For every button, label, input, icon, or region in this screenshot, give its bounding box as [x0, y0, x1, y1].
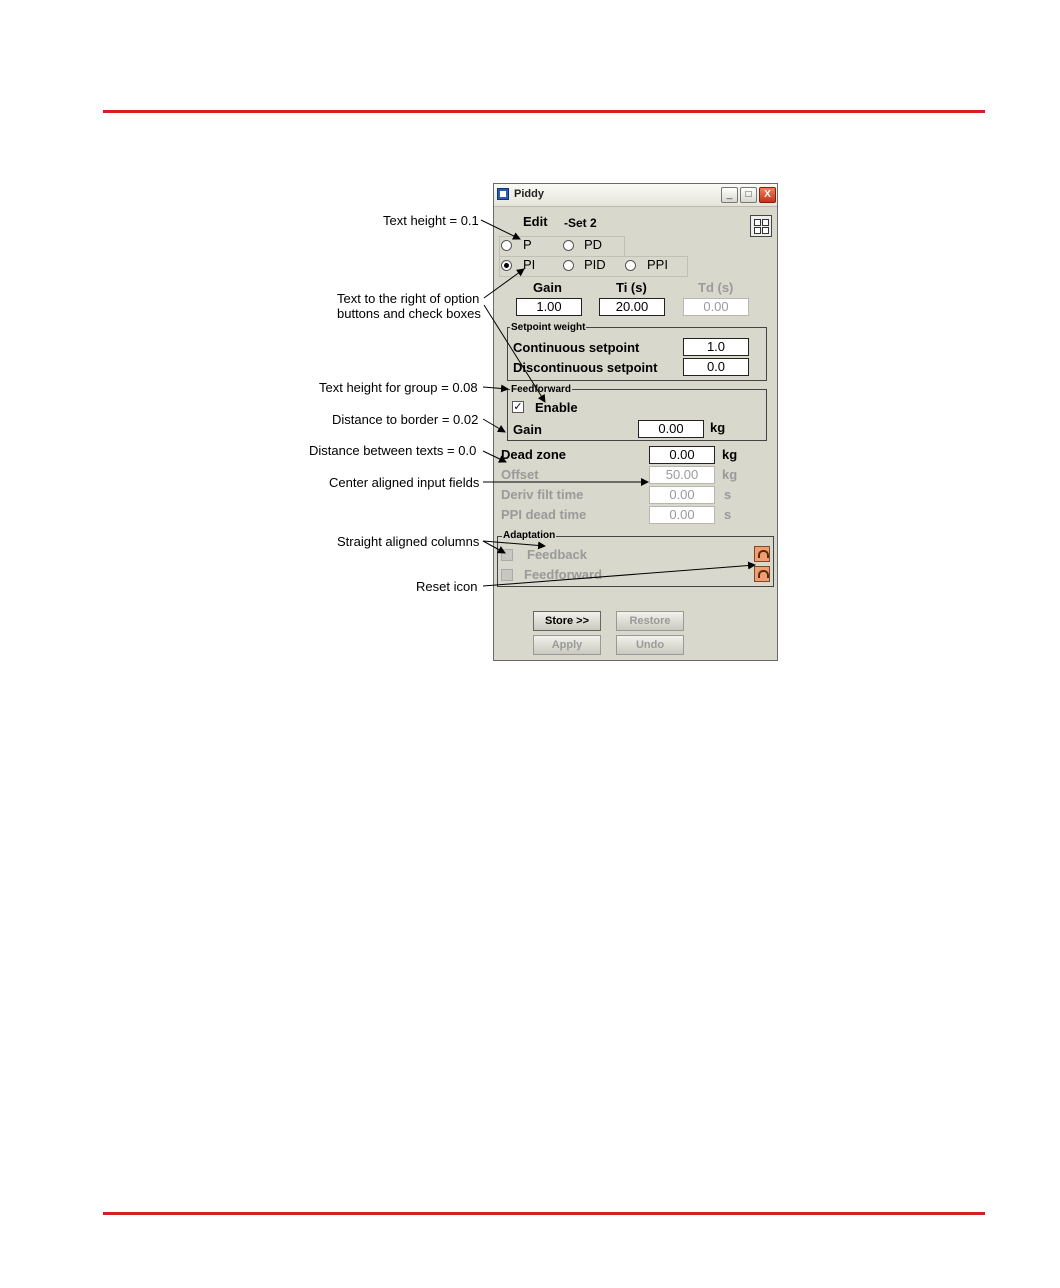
- radio-ppi[interactable]: [625, 260, 636, 271]
- offset-unit: kg: [722, 467, 738, 482]
- feedforward-group: [507, 389, 767, 441]
- callout-center-aligned: Center aligned input fields: [329, 475, 480, 490]
- enable-label: Enable: [535, 400, 578, 415]
- callout-distance-texts: Distance between texts = 0.0: [309, 443, 477, 458]
- ppi-dead-time-field[interactable]: 0.00: [649, 506, 715, 524]
- continuous-setpoint-field[interactable]: 1.0: [683, 338, 749, 356]
- offset-field[interactable]: 50.00: [649, 466, 715, 484]
- ti-field[interactable]: 20.00: [599, 298, 665, 316]
- discontinuous-setpoint-field[interactable]: 0.0: [683, 358, 749, 376]
- radio-pi[interactable]: [501, 260, 512, 271]
- gain-header: Gain: [533, 280, 562, 295]
- deriv-filt-time-unit: s: [724, 487, 732, 502]
- edit-label: Edit: [523, 214, 548, 229]
- close-button[interactable]: X: [759, 187, 776, 203]
- deriv-filt-time-label: Deriv filt time: [501, 487, 584, 502]
- offset-label: Offset: [501, 467, 539, 482]
- radio-pid-label: PID: [584, 257, 606, 272]
- ff-gain-field[interactable]: 0.00: [638, 420, 704, 438]
- setpoint-weight-title: Setpoint weight: [511, 322, 586, 333]
- radio-p-label: P: [523, 237, 532, 252]
- dead-zone-unit: kg: [722, 447, 738, 462]
- feedforward-adapt-label: Feedforward: [524, 567, 603, 582]
- app-icon: [497, 188, 509, 200]
- reset-feedforward-icon[interactable]: [754, 566, 770, 582]
- reset-feedback-icon[interactable]: [754, 546, 770, 562]
- set-label: -Set 2: [564, 216, 597, 230]
- ti-header: Ti (s): [616, 280, 647, 295]
- title-bar[interactable]: [494, 184, 777, 207]
- td-field[interactable]: 0.00: [683, 298, 749, 316]
- discontinuous-setpoint-label: Discontinuous setpoint: [513, 360, 658, 375]
- radio-p[interactable]: [501, 240, 512, 251]
- ff-gain-unit: kg: [710, 420, 726, 435]
- deriv-filt-time-field[interactable]: 0.00: [649, 486, 715, 504]
- callout-reset-icon: Reset icon: [416, 579, 478, 594]
- feedforward-title: Feedforward: [511, 384, 572, 395]
- ppi-dead-time-label: PPI dead time: [501, 507, 587, 522]
- gain-field[interactable]: 1.00: [516, 298, 582, 316]
- store-button[interactable]: Store >>: [533, 611, 601, 631]
- footer-rule: [103, 1212, 985, 1215]
- header-rule: [103, 110, 985, 113]
- callout-text-right-1: Text to the right of option: [337, 291, 480, 306]
- callout-text-right-2: buttons and check boxes: [337, 306, 481, 321]
- feedback-label: Feedback: [527, 547, 587, 562]
- mode-row1-frame: [499, 236, 625, 257]
- radio-ppi-label: PPI: [647, 257, 668, 272]
- feedback-checkbox[interactable]: [501, 549, 513, 561]
- radio-pid[interactable]: [563, 260, 574, 271]
- dead-zone-field[interactable]: 0.00: [649, 446, 715, 464]
- undo-button[interactable]: Undo: [616, 635, 684, 655]
- callout-text-height: Text height = 0.1: [383, 213, 479, 228]
- feedforward-adapt-checkbox[interactable]: [501, 569, 513, 581]
- apply-button[interactable]: Apply: [533, 635, 601, 655]
- window-title: Piddy: [514, 188, 544, 200]
- callout-distance-border: Distance to border = 0.02: [332, 412, 479, 427]
- callout-straight-columns: Straight aligned columns: [337, 534, 480, 549]
- radio-pd[interactable]: [563, 240, 574, 251]
- adaptation-title: Adaptation: [503, 530, 556, 541]
- piddy-window: [493, 183, 778, 661]
- continuous-setpoint-label: Continuous setpoint: [513, 340, 640, 355]
- radio-pd-label: PD: [584, 237, 603, 252]
- enable-checkbox[interactable]: ✓: [513, 401, 523, 413]
- maximize-button[interactable]: □: [740, 187, 757, 203]
- ppi-dead-time-unit: s: [724, 507, 732, 522]
- dead-zone-label: Dead zone: [501, 447, 567, 462]
- td-header: Td (s): [698, 280, 734, 295]
- restore-button[interactable]: Restore: [616, 611, 684, 631]
- callout-text-height-group: Text height for group = 0.08: [319, 380, 478, 395]
- layout-grid-icon[interactable]: [750, 215, 772, 237]
- ff-gain-label: Gain: [513, 422, 542, 437]
- minimize-button[interactable]: _: [721, 187, 738, 203]
- radio-pi-label: PI: [523, 257, 536, 272]
